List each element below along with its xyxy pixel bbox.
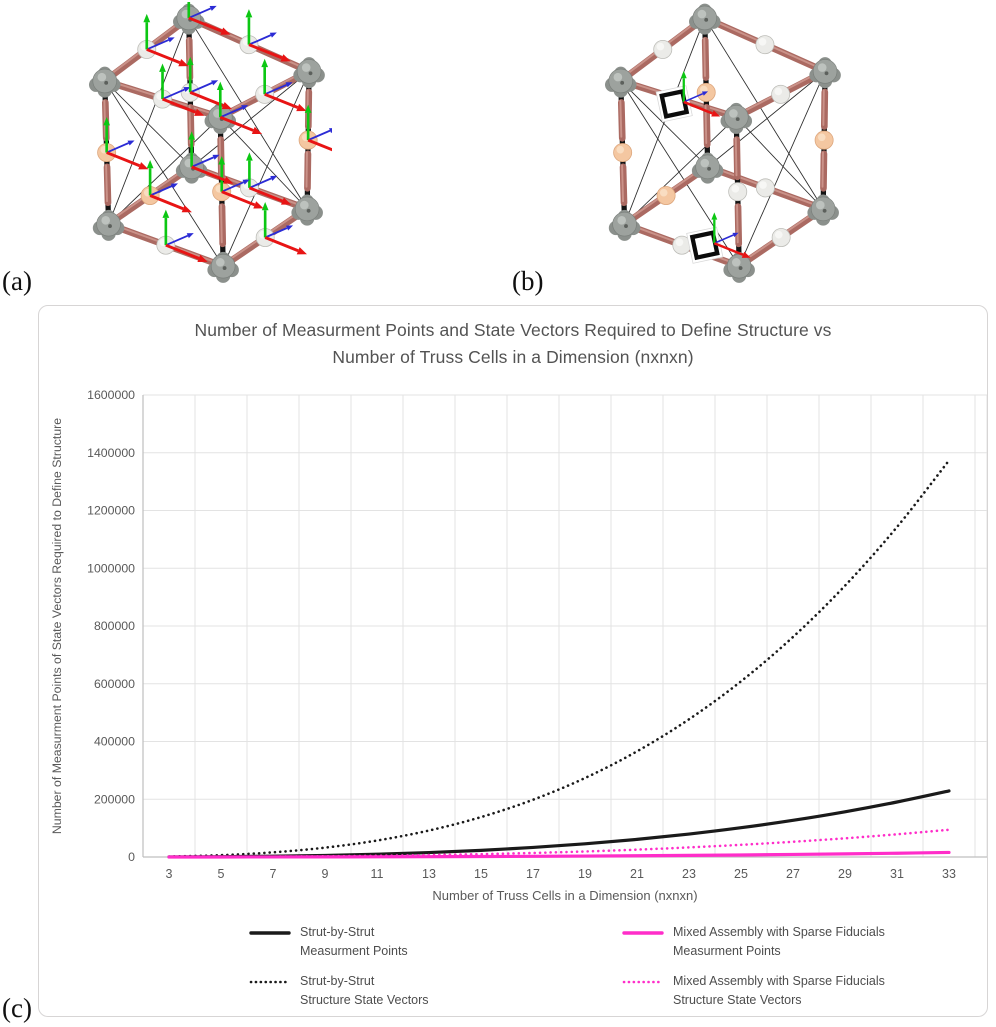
legend-line-dotted-magenta-icon: [622, 976, 664, 988]
figure-c-label: (c): [2, 993, 32, 1023]
figure-a-label: (a): [2, 266, 32, 296]
svg-text:9: 9: [321, 867, 329, 881]
svg-text:1000000: 1000000: [87, 561, 135, 576]
svg-text:800000: 800000: [93, 619, 135, 633]
svg-text:3: 3: [165, 867, 173, 881]
svg-text:17: 17: [526, 867, 540, 881]
svg-text:29: 29: [838, 867, 852, 881]
svg-text:15: 15: [474, 867, 488, 881]
svg-text:1600000: 1600000: [87, 388, 135, 402]
legend-label: Structure State Vectors: [300, 993, 429, 1007]
svg-text:1400000: 1400000: [87, 445, 135, 460]
chart-panel: [38, 305, 988, 1017]
legend-label: Measurment Points: [300, 944, 408, 958]
legend-line-solid-black-icon: [249, 927, 291, 939]
svg-text:Number of Measurment Points of: Number of Measurment Points of State Vectors Required to Define Structure: [50, 417, 64, 835]
svg-text:31: 31: [890, 867, 904, 881]
svg-text:25: 25: [734, 867, 748, 881]
svg-text:600000: 600000: [93, 676, 135, 691]
svg-text:13: 13: [422, 867, 436, 881]
svg-text:11: 11: [370, 867, 384, 881]
svg-text:200000: 200000: [93, 792, 135, 807]
chart-plot: [39, 306, 987, 1016]
svg-text:33: 33: [942, 867, 956, 881]
figure-b-label: (b): [512, 266, 544, 296]
legend-label: Structure State Vectors: [673, 993, 802, 1007]
svg-text:27: 27: [786, 867, 800, 881]
truss-figure-a: [36, 2, 332, 284]
chart-title-line-2: Number of Truss Cells in a Dimension (nxnxn): [332, 347, 694, 367]
svg-text:19: 19: [578, 867, 592, 881]
truss-figure-b: [552, 2, 848, 284]
legend-label: Mixed Assembly with Sparse Fiducials: [673, 974, 885, 988]
svg-text:5: 5: [217, 867, 225, 881]
legend-label: Strut-by-Strut: [300, 925, 375, 939]
legend-label: Measurment Points: [673, 944, 781, 958]
legend-label: Mixed Assembly with Sparse Fiducials: [673, 925, 885, 939]
legend-line-solid-magenta-icon: [622, 927, 664, 939]
chart-title-line-1: Number of Measurment Points and State Vectors Required to Define Structure vs: [194, 320, 832, 340]
svg-text:0: 0: [128, 850, 135, 864]
svg-text:7: 7: [269, 867, 277, 881]
legend-item-mixed-states: [622, 972, 885, 1010]
legend-item-strut-states: [249, 972, 429, 1010]
svg-text:Number of Truss Cells in a Dim: Number of Truss Cells in a Dimension (nxnxn): [432, 888, 698, 903]
svg-text:1200000: 1200000: [87, 503, 135, 518]
legend-item-strut-points: [249, 923, 408, 961]
legend-label: Strut-by-Strut: [300, 974, 375, 988]
svg-text:21: 21: [630, 867, 644, 881]
svg-text:400000: 400000: [93, 734, 135, 749]
svg-text:23: 23: [682, 867, 696, 881]
legend-line-dotted-black-icon: [249, 976, 291, 988]
legend-item-mixed-points: [622, 923, 885, 961]
